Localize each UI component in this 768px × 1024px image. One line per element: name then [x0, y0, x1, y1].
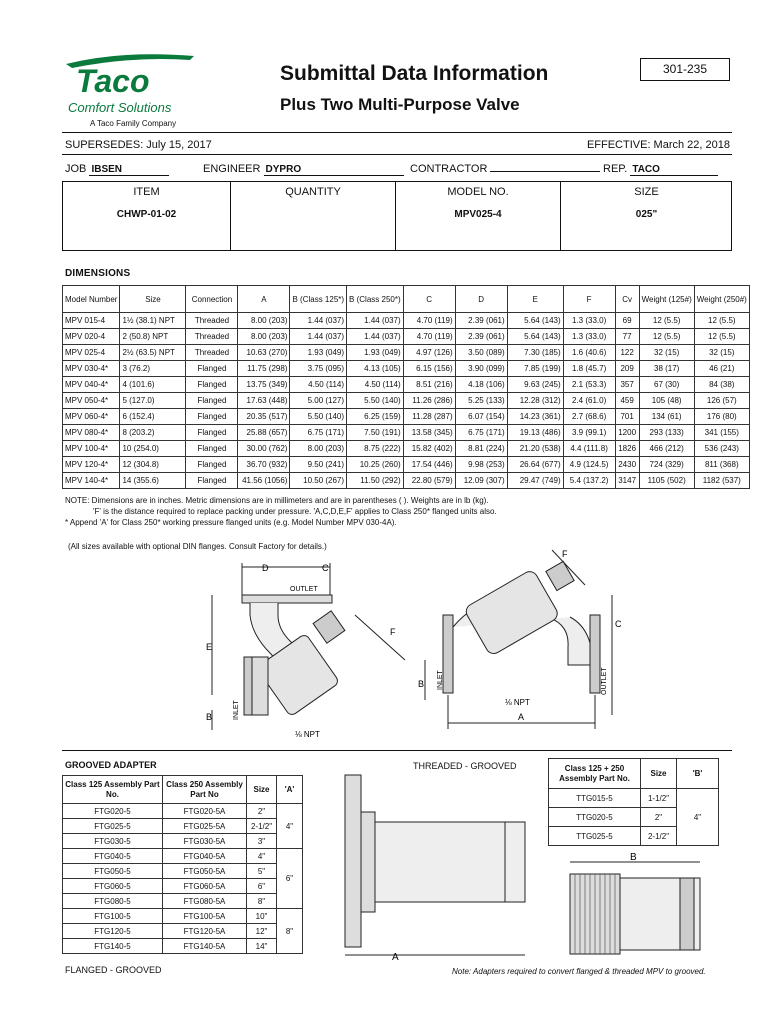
table-cell: 1.44 (037)	[347, 329, 404, 345]
table-cell: 8.00 (203)	[290, 441, 347, 457]
dimension-column-header: C	[403, 286, 455, 313]
table-cell: 84 (38)	[694, 377, 749, 393]
table-cell: 12 (5.5)	[639, 313, 694, 329]
table-cell: 1105 (502)	[639, 473, 694, 489]
table-cell: 4 (101.6)	[120, 377, 186, 393]
table-cell: 13.75 (349)	[238, 377, 290, 393]
table-cell: FTG020-5A	[163, 804, 247, 819]
table-cell: FTG080-5A	[163, 894, 247, 909]
table-cell: 10.25 (260)	[347, 457, 404, 473]
table-cell: 22.80 (579)	[403, 473, 455, 489]
table-cell: 3.75 (095)	[290, 361, 347, 377]
table-cell: 12 (5.5)	[639, 329, 694, 345]
table-cell: FTG060-5	[63, 879, 163, 894]
table-cell: MPV 100-4*	[63, 441, 120, 457]
table-cell: 466 (212)	[639, 441, 694, 457]
table-cell: 176 (80)	[694, 409, 749, 425]
table-cell: 14 (355.6)	[120, 473, 186, 489]
table-row	[63, 894, 303, 909]
dim-label-b: B	[630, 852, 637, 863]
table-cell: 19.13 (486)	[507, 425, 563, 441]
table-cell: 4"	[247, 849, 277, 864]
table-cell: 1.3 (33.0)	[563, 329, 615, 345]
a-dimension-cell: 4"	[277, 804, 303, 849]
table-cell: FTG060-5A	[163, 879, 247, 894]
table-cell: 5"	[247, 864, 277, 879]
table-cell: 12.09 (307)	[455, 473, 507, 489]
outlet-label: OUTLET	[601, 667, 608, 695]
table-cell: 1½ (38.1) NPT	[120, 313, 186, 329]
dim-label-f2: F	[562, 549, 568, 559]
table-cell: 9.63 (245)	[507, 377, 563, 393]
table-cell: 536 (243)	[694, 441, 749, 457]
dimension-column-header: Cv	[615, 286, 639, 313]
dimension-column-header: B (Class 250*)	[347, 286, 404, 313]
table-cell: 2"	[641, 808, 677, 827]
table-cell: 13.58 (345)	[403, 425, 455, 441]
table-cell: 341 (155)	[694, 425, 749, 441]
table-cell: 12.28 (312)	[507, 393, 563, 409]
table-cell: 293 (133)	[639, 425, 694, 441]
dim-label-a: A	[392, 952, 399, 963]
table-cell: 41.56 (1056)	[238, 473, 290, 489]
table-cell: 25.88 (657)	[238, 425, 290, 441]
dim-label-b: B	[206, 712, 213, 722]
table-cell: 26.64 (677)	[507, 457, 563, 473]
table-cell: 3"	[247, 834, 277, 849]
table-cell: 10.50 (267)	[290, 473, 347, 489]
table-cell: Flanged	[186, 457, 238, 473]
dim-label-c: C	[322, 563, 329, 573]
table-cell: TTG015-5	[549, 789, 641, 808]
table-cell: FTG030-5A	[163, 834, 247, 849]
table-row	[63, 425, 750, 441]
table-cell: 2.1 (53.3)	[563, 377, 615, 393]
inlet-label: INLET	[437, 670, 444, 690]
dim-label-c2: C	[615, 619, 622, 629]
flanged-grooved-caption: FLANGED - GROOVED	[65, 965, 162, 975]
table-cell: 5.25 (133)	[455, 393, 507, 409]
a-dimension-cell: 8"	[277, 909, 303, 954]
table-cell: 3.90 (099)	[455, 361, 507, 377]
npt-label: ⅛ NPT	[505, 698, 530, 707]
divider	[62, 132, 732, 133]
table-row	[63, 457, 750, 473]
table-cell: Threaded	[186, 329, 238, 345]
table-cell: FTG120-5	[63, 924, 163, 939]
table-cell: 2.7 (68.6)	[563, 409, 615, 425]
threaded-grooved-caption: THREADED - GROOVED	[413, 761, 517, 771]
table-cell: FTG020-5	[63, 804, 163, 819]
table-row	[63, 313, 750, 329]
divider	[62, 154, 732, 155]
job-value: IBSEN	[89, 164, 169, 176]
engineer-field: ENGINEER DYPRO	[203, 163, 404, 176]
table-cell: 14"	[247, 939, 277, 954]
table-cell: 21.20 (538)	[507, 441, 563, 457]
table-cell: 8"	[247, 894, 277, 909]
table-cell: 12 (5.5)	[694, 329, 749, 345]
item-value: CHWP-01-02	[116, 209, 177, 220]
table-cell: 2.39 (061)	[455, 313, 507, 329]
dim-label-a: A	[518, 712, 525, 722]
table-cell: 11.28 (287)	[403, 409, 455, 425]
table-cell: FTG100-5A	[163, 909, 247, 924]
table-cell: 5.4 (137.2)	[563, 473, 615, 489]
table-cell: 12 (5.5)	[694, 313, 749, 329]
table-cell: 4.13 (105)	[347, 361, 404, 377]
dimensions-table	[62, 285, 750, 489]
table-cell: 20.35 (517)	[238, 409, 290, 425]
taco-logo	[62, 50, 212, 130]
table-row	[63, 939, 303, 954]
table-cell: 209	[615, 361, 639, 377]
din-flange-note: (All sizes available with optional DIN flanges. Consult Factory for details.)	[68, 542, 327, 551]
table-cell: 1.3 (33.0)	[563, 313, 615, 329]
flanged-adapter-drawing	[340, 770, 540, 965]
table-cell: 6"	[247, 879, 277, 894]
table-row	[63, 393, 750, 409]
table-row	[63, 924, 303, 939]
dimension-column-header: F	[563, 286, 615, 313]
table-cell: MPV 080-4*	[63, 425, 120, 441]
dimension-column-header: B (Class 125*)	[290, 286, 347, 313]
table-row	[549, 789, 719, 808]
table-cell: 6.07 (154)	[455, 409, 507, 425]
table-cell: 6.75 (171)	[455, 425, 507, 441]
table-cell: MPV 060-4*	[63, 409, 120, 425]
table-cell: Flanged	[186, 473, 238, 489]
table-cell: FTG025-5A	[163, 819, 247, 834]
table-cell: 17.63 (448)	[238, 393, 290, 409]
table-cell: 2 (50.8) NPT	[120, 329, 186, 345]
table-cell: TTG025-5	[549, 827, 641, 846]
divider	[62, 750, 732, 751]
table-cell: 7.50 (191)	[347, 425, 404, 441]
table-cell: 6.75 (171)	[290, 425, 347, 441]
adapter-note: Note: Adapters required to convert flanged & threaded MPV to grooved.	[452, 967, 706, 976]
threaded-grooved-table: Class 125 + 250 Assembly Part No. Size 'B' TTG015-5 1-1/2" 4" TTG020-5 2" TTG025-5 2-1/2"	[548, 758, 719, 846]
rep-value: TACO	[630, 164, 718, 176]
table-cell: 11.50 (292)	[347, 473, 404, 489]
table-row	[63, 819, 303, 834]
table-cell: FTG040-5A	[163, 849, 247, 864]
page-subtitle: Plus Two Multi-Purpose Valve	[280, 95, 520, 114]
table-cell: MPV 050-4*	[63, 393, 120, 409]
table-cell: 7.30 (185)	[507, 345, 563, 361]
table-cell: 32 (15)	[694, 345, 749, 361]
table-cell: Flanged	[186, 441, 238, 457]
table-cell: 32 (15)	[639, 345, 694, 361]
table-cell: 105 (48)	[639, 393, 694, 409]
table-cell: Flanged	[186, 409, 238, 425]
table-cell: 2"	[247, 804, 277, 819]
dates-row	[65, 139, 730, 151]
page-title: Submittal Data Information	[280, 62, 549, 85]
table-cell: 2-1/2"	[247, 819, 277, 834]
table-row	[63, 441, 750, 457]
table-cell: 1.44 (037)	[290, 329, 347, 345]
table-cell: 126 (57)	[694, 393, 749, 409]
table-cell: 5.00 (127)	[290, 393, 347, 409]
table-cell: 8.75 (222)	[347, 441, 404, 457]
table-cell: 6 (152.4)	[120, 409, 186, 425]
table-cell: 17.54 (446)	[403, 457, 455, 473]
table-cell: 1826	[615, 441, 639, 457]
table-row	[63, 804, 303, 819]
table-cell: 4.97 (126)	[403, 345, 455, 361]
table-cell: TTG020-5	[549, 808, 641, 827]
dimension-column-header: E	[507, 286, 563, 313]
table-cell: 2.4 (61.0)	[563, 393, 615, 409]
inlet-label: INLET	[233, 700, 240, 720]
table-cell: 5 (127.0)	[120, 393, 186, 409]
table-cell: 1.8 (45.7)	[563, 361, 615, 377]
table-cell: 2-1/2"	[641, 827, 677, 846]
table-cell: FTG050-5	[63, 864, 163, 879]
table-cell: 9.98 (253)	[455, 457, 507, 473]
table-row	[63, 329, 750, 345]
table-cell: 134 (61)	[639, 409, 694, 425]
valve-drawing	[190, 549, 730, 745]
table-cell: 10"	[247, 909, 277, 924]
table-cell: 9.50 (241)	[290, 457, 347, 473]
table-cell: 5.50 (140)	[290, 409, 347, 425]
table-row	[63, 849, 303, 864]
table-cell: 5.50 (140)	[347, 393, 404, 409]
table-cell: MPV 040-4*	[63, 377, 120, 393]
dimension-column-header: Model Number	[63, 286, 120, 313]
table-cell: 122	[615, 345, 639, 361]
table-cell: MPV 030-4*	[63, 361, 120, 377]
table-cell: 12"	[247, 924, 277, 939]
dimensions-title: DIMENSIONS	[65, 268, 131, 279]
model-value: MPV025-4	[454, 209, 502, 220]
size-value: 025"	[635, 209, 658, 220]
table-cell: 5.64 (143)	[507, 313, 563, 329]
table-cell: 6.25 (159)	[347, 409, 404, 425]
table-cell: 357	[615, 377, 639, 393]
table-cell: 4.50 (114)	[347, 377, 404, 393]
table-cell: 8 (203.2)	[120, 425, 186, 441]
table-cell: 5.64 (143)	[507, 329, 563, 345]
table-cell: 7.85 (199)	[507, 361, 563, 377]
table-cell: FTG120-5A	[163, 924, 247, 939]
table-cell: Flanged	[186, 361, 238, 377]
table-cell: 69	[615, 313, 639, 329]
table-cell: Threaded	[186, 345, 238, 361]
table-cell: FTG050-5A	[163, 864, 247, 879]
table-cell: 1.44 (037)	[290, 313, 347, 329]
dimension-column-header: Weight (250#)	[694, 286, 749, 313]
dimension-notes: NOTE: Dimensions are in inches. Metric dimensions are in millimeters and are in parentheses ( ). Weights are in lb (kg). 'F' is the distance required to replace packing under pressure. 'A,C,D,E,F' applies to Class 250* flanged units also. * Append 'A' for Class 250* working pressure flanged units (e.g. Model Number MPV 030-4A).	[65, 496, 497, 527]
table-cell: MPV 120-4*	[63, 457, 120, 473]
table-cell: FTG100-5	[63, 909, 163, 924]
flanged-grooved-table: Class 125 Assembly Part No. Class 250 Assembly Part No Size 'A' FTG020-5 FTG020-5A 2" 4" FTG025-5 FTG025-5A 2-1/2" FTG030-5 FTG030-5A 3" FTG040-5 FTG040-5A 4" 6" FTG050-5 FTG050-5A 5" FTG060-5 FTG060-5A 6" FTG080-5 FTG080-5A 8" FTG100-5 FTG100-5A 10" 8" FTG120-5 FTG120-5A 12" FTG140-5 FTG140-5A 14"	[62, 775, 303, 954]
table-cell: 8.00 (203)	[238, 313, 290, 329]
grooved-adapter-title: GROOVED ADAPTER	[65, 760, 157, 770]
dimension-column-header: A	[238, 286, 290, 313]
table-row	[63, 361, 750, 377]
table-cell: MPV 140-4*	[63, 473, 120, 489]
table-cell: FTG025-5	[63, 819, 163, 834]
table-cell: 2430	[615, 457, 639, 473]
table-cell: Flanged	[186, 425, 238, 441]
table-cell: 8.51 (216)	[403, 377, 455, 393]
table-row	[63, 473, 750, 489]
svg-text:Comfort Solutions: Comfort Solutions	[68, 100, 172, 115]
table-cell: 4.18 (106)	[455, 377, 507, 393]
engineer-value: DYPRO	[264, 164, 404, 176]
table-cell: 459	[615, 393, 639, 409]
table-cell: 36.70 (932)	[238, 457, 290, 473]
table-cell: Flanged	[186, 377, 238, 393]
table-cell: 2.39 (061)	[455, 329, 507, 345]
dimension-column-header: Weight (125#)	[639, 286, 694, 313]
table-cell: 1182 (537)	[694, 473, 749, 489]
table-cell: 724 (329)	[639, 457, 694, 473]
table-cell: 46 (21)	[694, 361, 749, 377]
table-cell: 811 (368)	[694, 457, 749, 473]
table-cell: MPV 020-4	[63, 329, 120, 345]
table-row	[63, 409, 750, 425]
table-row	[63, 377, 750, 393]
table-cell: 3 (76.2)	[120, 361, 186, 377]
table-cell: 8.81 (224)	[455, 441, 507, 457]
table-cell: 3.50 (089)	[455, 345, 507, 361]
job-field: JOB IBSEN	[65, 163, 169, 176]
table-cell: FTG140-5	[63, 939, 163, 954]
table-cell: 77	[615, 329, 639, 345]
contractor-field: CONTRACTOR	[410, 163, 600, 175]
table-cell: FTG140-5A	[163, 939, 247, 954]
table-cell: 3.9 (99.1)	[563, 425, 615, 441]
table-cell: Flanged	[186, 393, 238, 409]
table-cell: 10 (254.0)	[120, 441, 186, 457]
table-cell: FTG030-5	[63, 834, 163, 849]
table-cell: 2½ (63.5) NPT	[120, 345, 186, 361]
table-cell: 15.82 (402)	[403, 441, 455, 457]
dim-label-e: E	[206, 642, 213, 652]
svg-text:Taco: Taco	[76, 63, 150, 99]
table-cell: 14.23 (361)	[507, 409, 563, 425]
table-cell: 29.47 (749)	[507, 473, 563, 489]
table-cell: 8.00 (203)	[238, 329, 290, 345]
dim-label-b2: B	[418, 679, 425, 689]
threaded-adapter-drawing	[565, 852, 725, 962]
npt-label: ⅛ NPT	[295, 730, 320, 739]
table-cell: 6.15 (156)	[403, 361, 455, 377]
table-cell: 38 (17)	[639, 361, 694, 377]
table-row	[63, 909, 303, 924]
table-cell: 4.9 (124.5)	[563, 457, 615, 473]
table-row	[63, 345, 750, 361]
table-cell: MPV 025-4	[63, 345, 120, 361]
table-cell: 1.6 (40.6)	[563, 345, 615, 361]
table-row	[63, 834, 303, 849]
table-cell: 1.44 (037)	[347, 313, 404, 329]
dimension-column-header: D	[455, 286, 507, 313]
table-cell: 1200	[615, 425, 639, 441]
table-cell: FTG080-5	[63, 894, 163, 909]
table-cell: 4.4 (111.8)	[563, 441, 615, 457]
document-number: 301-235	[640, 58, 730, 81]
table-row	[63, 864, 303, 879]
dimension-column-header: Size	[120, 286, 186, 313]
b-dimension-cell: 4"	[677, 789, 719, 846]
table-cell: 4.70 (119)	[403, 329, 455, 345]
table-cell: 1.93 (049)	[290, 345, 347, 361]
outlet-label: OUTLET	[290, 586, 318, 593]
table-cell: 4.50 (114)	[290, 377, 347, 393]
table-cell: 11.26 (286)	[403, 393, 455, 409]
table-cell: 30.00 (762)	[238, 441, 290, 457]
table-row	[63, 879, 303, 894]
contractor-value	[490, 171, 600, 172]
table-cell: 11.75 (298)	[238, 361, 290, 377]
table-cell: 1.93 (049)	[347, 345, 404, 361]
supersedes-date: SUPERSEDES: July 15, 2017	[65, 139, 212, 151]
table-cell: FTG040-5	[63, 849, 163, 864]
a-dimension-cell: 6"	[277, 849, 303, 909]
table-cell: MPV 015-4	[63, 313, 120, 329]
table-cell: 10.63 (270)	[238, 345, 290, 361]
rep-field: REP. TACO	[603, 163, 718, 176]
dim-label-d: D	[262, 563, 269, 573]
table-cell: Threaded	[186, 313, 238, 329]
item-box: ITEM CHWP-01-02 QUANTITY MODEL NO. MPV025-4 SIZE 025"	[62, 181, 732, 251]
table-cell: 12 (304.8)	[120, 457, 186, 473]
table-cell: 4.70 (119)	[403, 313, 455, 329]
effective-date: EFFECTIVE: March 22, 2018	[586, 139, 730, 151]
dim-label-f: F	[390, 627, 396, 637]
dimension-column-header: Connection	[186, 286, 238, 313]
table-cell: 701	[615, 409, 639, 425]
table-cell: 3147	[615, 473, 639, 489]
svg-text:A Taco Family Company: A Taco Family Company	[90, 119, 177, 128]
table-cell: 1-1/2"	[641, 789, 677, 808]
table-cell: 67 (30)	[639, 377, 694, 393]
